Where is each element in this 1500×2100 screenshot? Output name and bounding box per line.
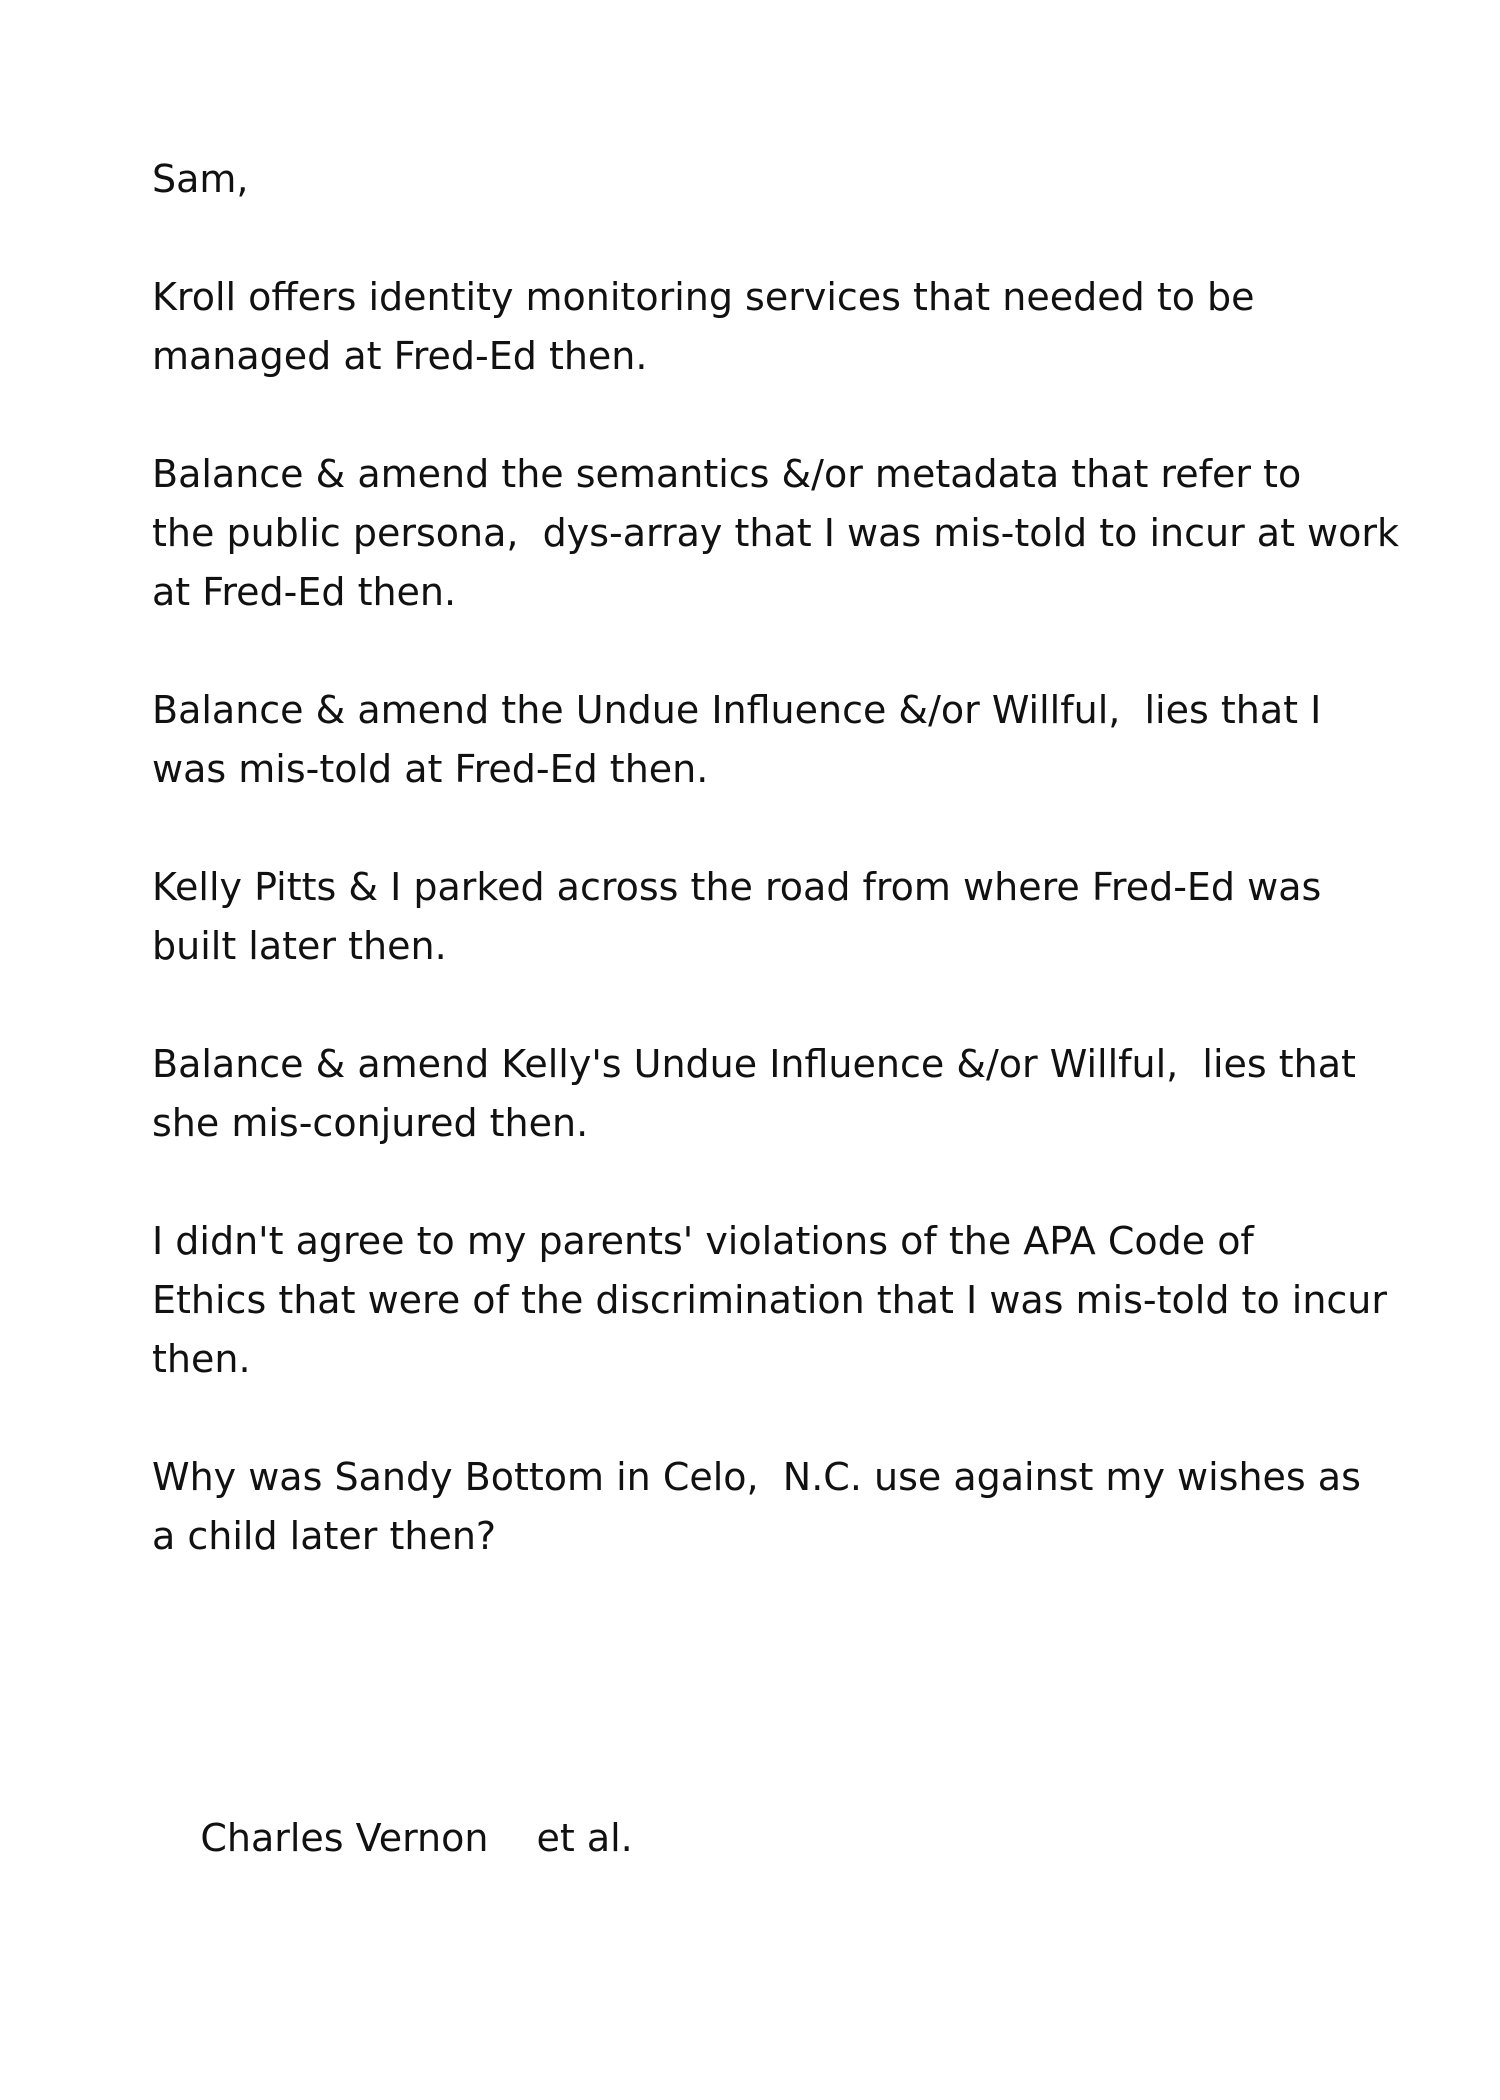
paragraph-line: a child later then? (152, 1514, 497, 1558)
signature-name: Charles Vernon (200, 1816, 489, 1860)
paragraph-line: Balance & amend the semantics &/or metadata that refer to (152, 452, 1302, 496)
paragraph-line: Kelly Pitts & I parked across the road from where Fred-Ed was (152, 865, 1322, 909)
signature-suffix: et al. (536, 1816, 633, 1860)
letter-body (152, 150, 1402, 1625)
paragraph-line: I didn't agree to my parents' violations of the APA Code of (152, 1219, 1254, 1263)
paragraph-7 (152, 1448, 1402, 1566)
paragraph-line: the public persona, dys-array that I was mis-told to incur at work (152, 511, 1400, 555)
paragraph-line: built later then. (152, 924, 447, 968)
paragraph-line: then. (152, 1337, 251, 1381)
paragraph-line: she mis-conjured then. (152, 1101, 589, 1145)
paragraph-line: Balance & amend the Undue Influence &/or Willful, lies that I (152, 688, 1322, 732)
paragraph-line: Balance & amend Kelly's Undue Influence &/or Willful, lies that (152, 1042, 1356, 1086)
paragraph-3 (152, 681, 1402, 799)
paragraph-1 (152, 268, 1402, 386)
paragraph-line: at Fred-Ed then. (152, 570, 457, 614)
salutation: Sam, (152, 157, 249, 201)
paragraph-line: was mis-told at Fred-Ed then. (152, 747, 709, 791)
paragraph-line: Why was Sandy Bottom in Celo, N.C. use against my wishes as (152, 1455, 1361, 1499)
paragraph-6 (152, 1212, 1402, 1389)
paragraph-line: managed at Fred-Ed then. (152, 334, 648, 378)
paragraph-line: Kroll offers identity monitoring services that needed to be (152, 275, 1255, 319)
paragraph-2 (152, 445, 1402, 622)
paragraph-4 (152, 858, 1402, 976)
signature (152, 1750, 633, 1927)
paragraph-line: Ethics that were of the discrimination that I was mis-told to incur (152, 1278, 1388, 1322)
paragraph-5 (152, 1035, 1402, 1153)
